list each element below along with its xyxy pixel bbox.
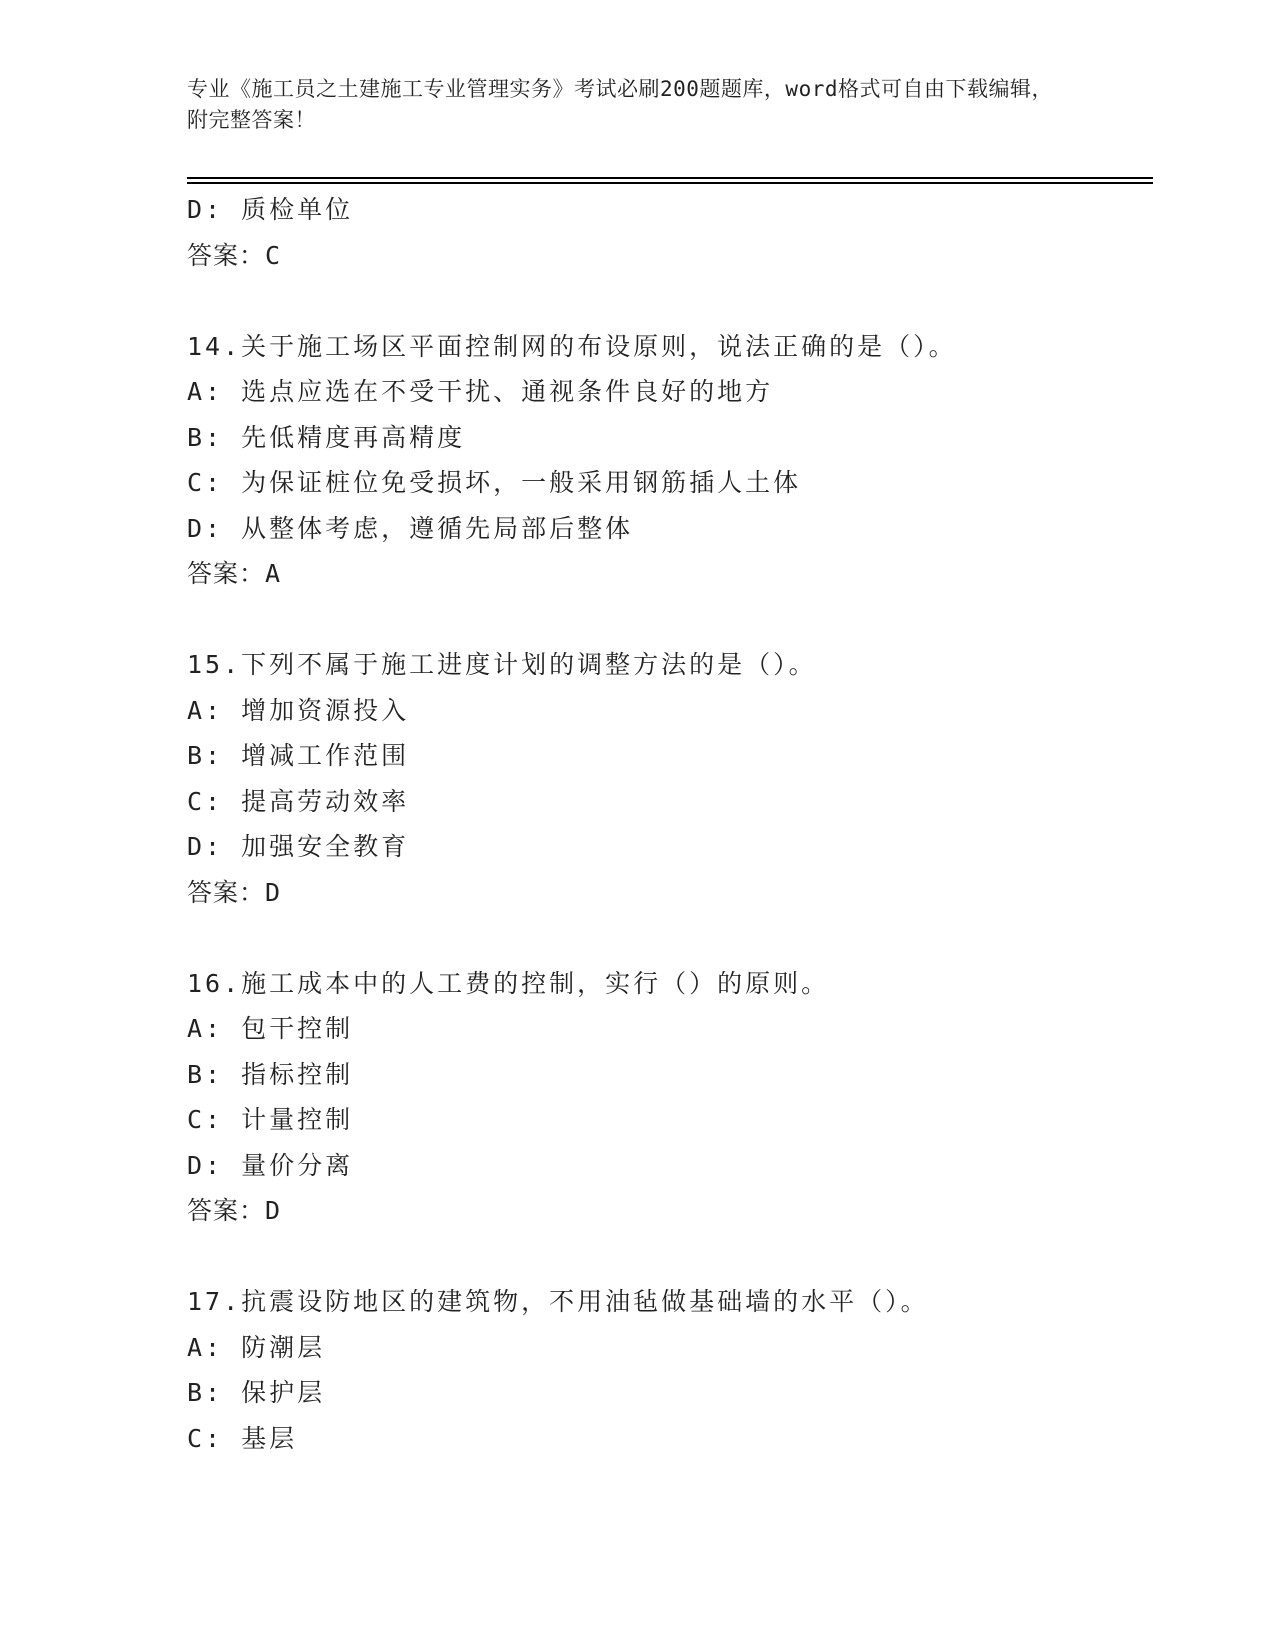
spacer: [187, 1234, 1153, 1280]
option-line: C: 为保证桩位免受损坏，一般采用钢筋插人土体: [187, 468, 802, 497]
option-line: D: 质检单位: [187, 195, 354, 224]
option-line: B: 先低精度再高精度: [187, 422, 466, 452]
answer-label: 答案：: [187, 559, 266, 588]
option-line: B: 增减工作范围: [187, 741, 410, 770]
header-rule-top: [187, 177, 1153, 179]
spacer: [187, 278, 1153, 324]
document-header: 专业《施工员之土建施工专业管理实务》考试必刷200题题库，word格式可自由下载编辑，附完整答案！: [187, 77, 1053, 132]
option-line: A: 包干控制: [187, 1014, 354, 1043]
option-line: C: 基层: [187, 1423, 298, 1453]
question-15: [187, 642, 1153, 915]
header-rule-bottom: [187, 182, 1153, 184]
answer-value: D: [265, 1196, 282, 1225]
option-line: D: 量价分离: [187, 1150, 354, 1180]
question-stem: 14.关于施工场区平面控制网的布设原则，说法正确的是（）。: [187, 331, 957, 361]
option-line: B: 指标控制: [187, 1059, 354, 1089]
option-line: A: 增加资源投入: [187, 695, 410, 725]
question-stem: 16.施工成本中的人工费的控制，实行（）的原则。: [187, 968, 830, 998]
question-17: [187, 1279, 1153, 1461]
option-line: B: 保护层: [187, 1378, 326, 1407]
option-line: C: 计量控制: [187, 1105, 354, 1134]
question-list: [187, 187, 1153, 1461]
option-line: D: 加强安全教育: [187, 832, 410, 861]
answer-value: D: [265, 877, 282, 907]
answer-line: [187, 1188, 1153, 1234]
option-line: C: 提高劳动效率: [187, 786, 410, 816]
question-stem: 17.抗震设防地区的建筑物，不用油毡做基础墙的水平（）。: [187, 1287, 929, 1316]
question-16: [187, 961, 1153, 1234]
spacer: [187, 915, 1153, 961]
answer-value: C: [265, 240, 282, 270]
answer-line: [187, 233, 1153, 279]
answer-label: 答案：: [187, 240, 266, 270]
answer-label: 答案：: [187, 877, 266, 907]
option-line: D: 从整体考虑，遵循先局部后整体: [187, 513, 634, 543]
answer-value: A: [265, 559, 282, 588]
spacer: [187, 597, 1153, 643]
answer-label: 答案：: [187, 1196, 266, 1225]
option-line: A: 选点应选在不受干扰、通视条件良好的地方: [187, 377, 774, 406]
answer-line: [187, 870, 1153, 916]
question-14: [187, 324, 1153, 597]
answer-line: [187, 551, 1153, 597]
question-stem: 15.下列不属于施工进度计划的调整方法的是（）。: [187, 650, 817, 679]
option-line: A: 防潮层: [187, 1332, 326, 1362]
